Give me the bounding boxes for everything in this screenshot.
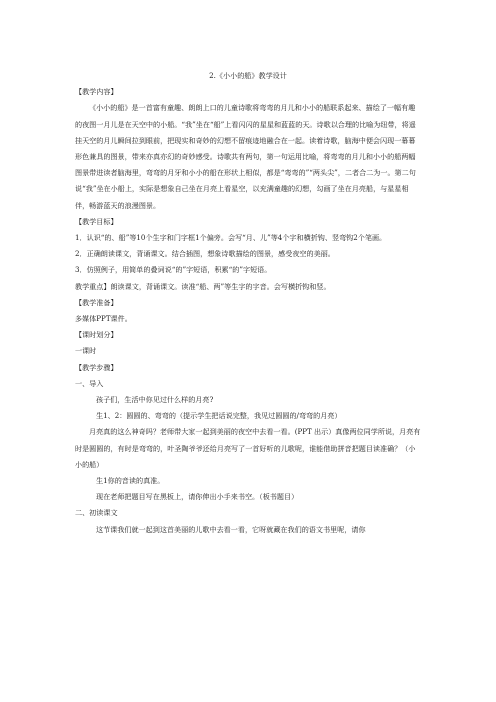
document-title: 2.《小小的船》教学设计 [209,71,287,80]
heading-prep: 【教学准备】 [75,297,118,307]
document-body [75,68,421,538]
heading-goals: 【教学目标】 [75,216,118,226]
step-1-para-5: 现在老师把题目写在黑板上，请你伸出小手来书空。（板书题目） [96,492,299,502]
goal-item-3: 3．仿照例子，用简单的叠词说“的”字短语，积累“的”字短语。 [75,265,272,275]
prep-text: 多媒体PPT课件。 [75,314,132,324]
step-1-para-3: 月亮真的这么神奇吗？老师带大家一起到美丽的夜空中去看一看。(PPT 出示）真像两位同学所说，月亮有时是圆圆的，有时是弯弯的，叶圣陶爷爷还给月亮写了一首好听的儿歌呢，谁能借助拼音把题目读准确？（小小的船） [75,427,421,469]
step-2-heading: 二、初读课文 [75,508,118,518]
heading-steps: 【教学步骤】 [75,362,118,372]
step-1-para-2: 生1、2：圆圆的、弯弯的（提示学生把话说完整，我见过圆圆的/弯弯的月亮） [96,411,342,421]
goal-item-1: 1．认识“的、船”等10个生字和门字框1个偏旁。会写“月、儿”等4个字和横折钩、竖弯钩2个笔画。 [75,233,387,243]
step-1-para-1: 孩子们，生活中你见过什么样的月亮? [96,395,214,405]
step-1-para-4: 生1你的音读的真准。 [96,476,165,486]
step-1-heading: 一、导入 [75,378,104,388]
goal-item-2: 2．正确朗读课文，背诵课文。结合插图，想象诗歌描绘的图景，感受夜空的美丽。 [75,249,335,259]
teaching-focus: 教学重点】朗读课文，背诵课文。读准“船、两”等生字的字音。会写横折钩和竖。 [75,281,331,291]
paragraph-content: 《小小的船》是一首富有童趣、朗朗上口的儿童诗歌将弯弯的月儿和小小的船联系起来、描绘了一幅有趣的夜图一月儿是在天空中的小船。“我”坐在“船”上看闪闪的星星和蓝蓝的天。诗歌以合理的比喻为纽带，将遥挂天空的月儿瞬间拉到眼前，把现实和奇妙的幻想不留痕迹地融合在一起。读着诗歌，脑海中便会闪现一幕幕形色兼具的图景，带来亦真亦幻的奇妙感受。诗歌共有两句，第一句运用比喻，将弯弯的月儿和小小的船两幅图景带进读者脑海里，弯弯的月牙和小小的船在形状上相似，都是“弯弯的”“两头尖”，二者合二为一。第二句说“我”坐在小船上，实际是想象自己坐在月亮上看星空，以充满童趣的幻想，勾画了坐在月亮船，与星星相伴，畅游蓝天的浪漫图景。 [75,103,416,210]
heading-hours: 【课时划分】 [75,330,118,340]
hours-text: 一课时 [75,346,97,356]
heading-content: 【教学内容】 [75,87,118,97]
step-2-para-1: 这节课我们就一起到这首美丽的儿歌中去看一看，它呀就藏在我们的语文书里呢，请你 [96,524,366,534]
